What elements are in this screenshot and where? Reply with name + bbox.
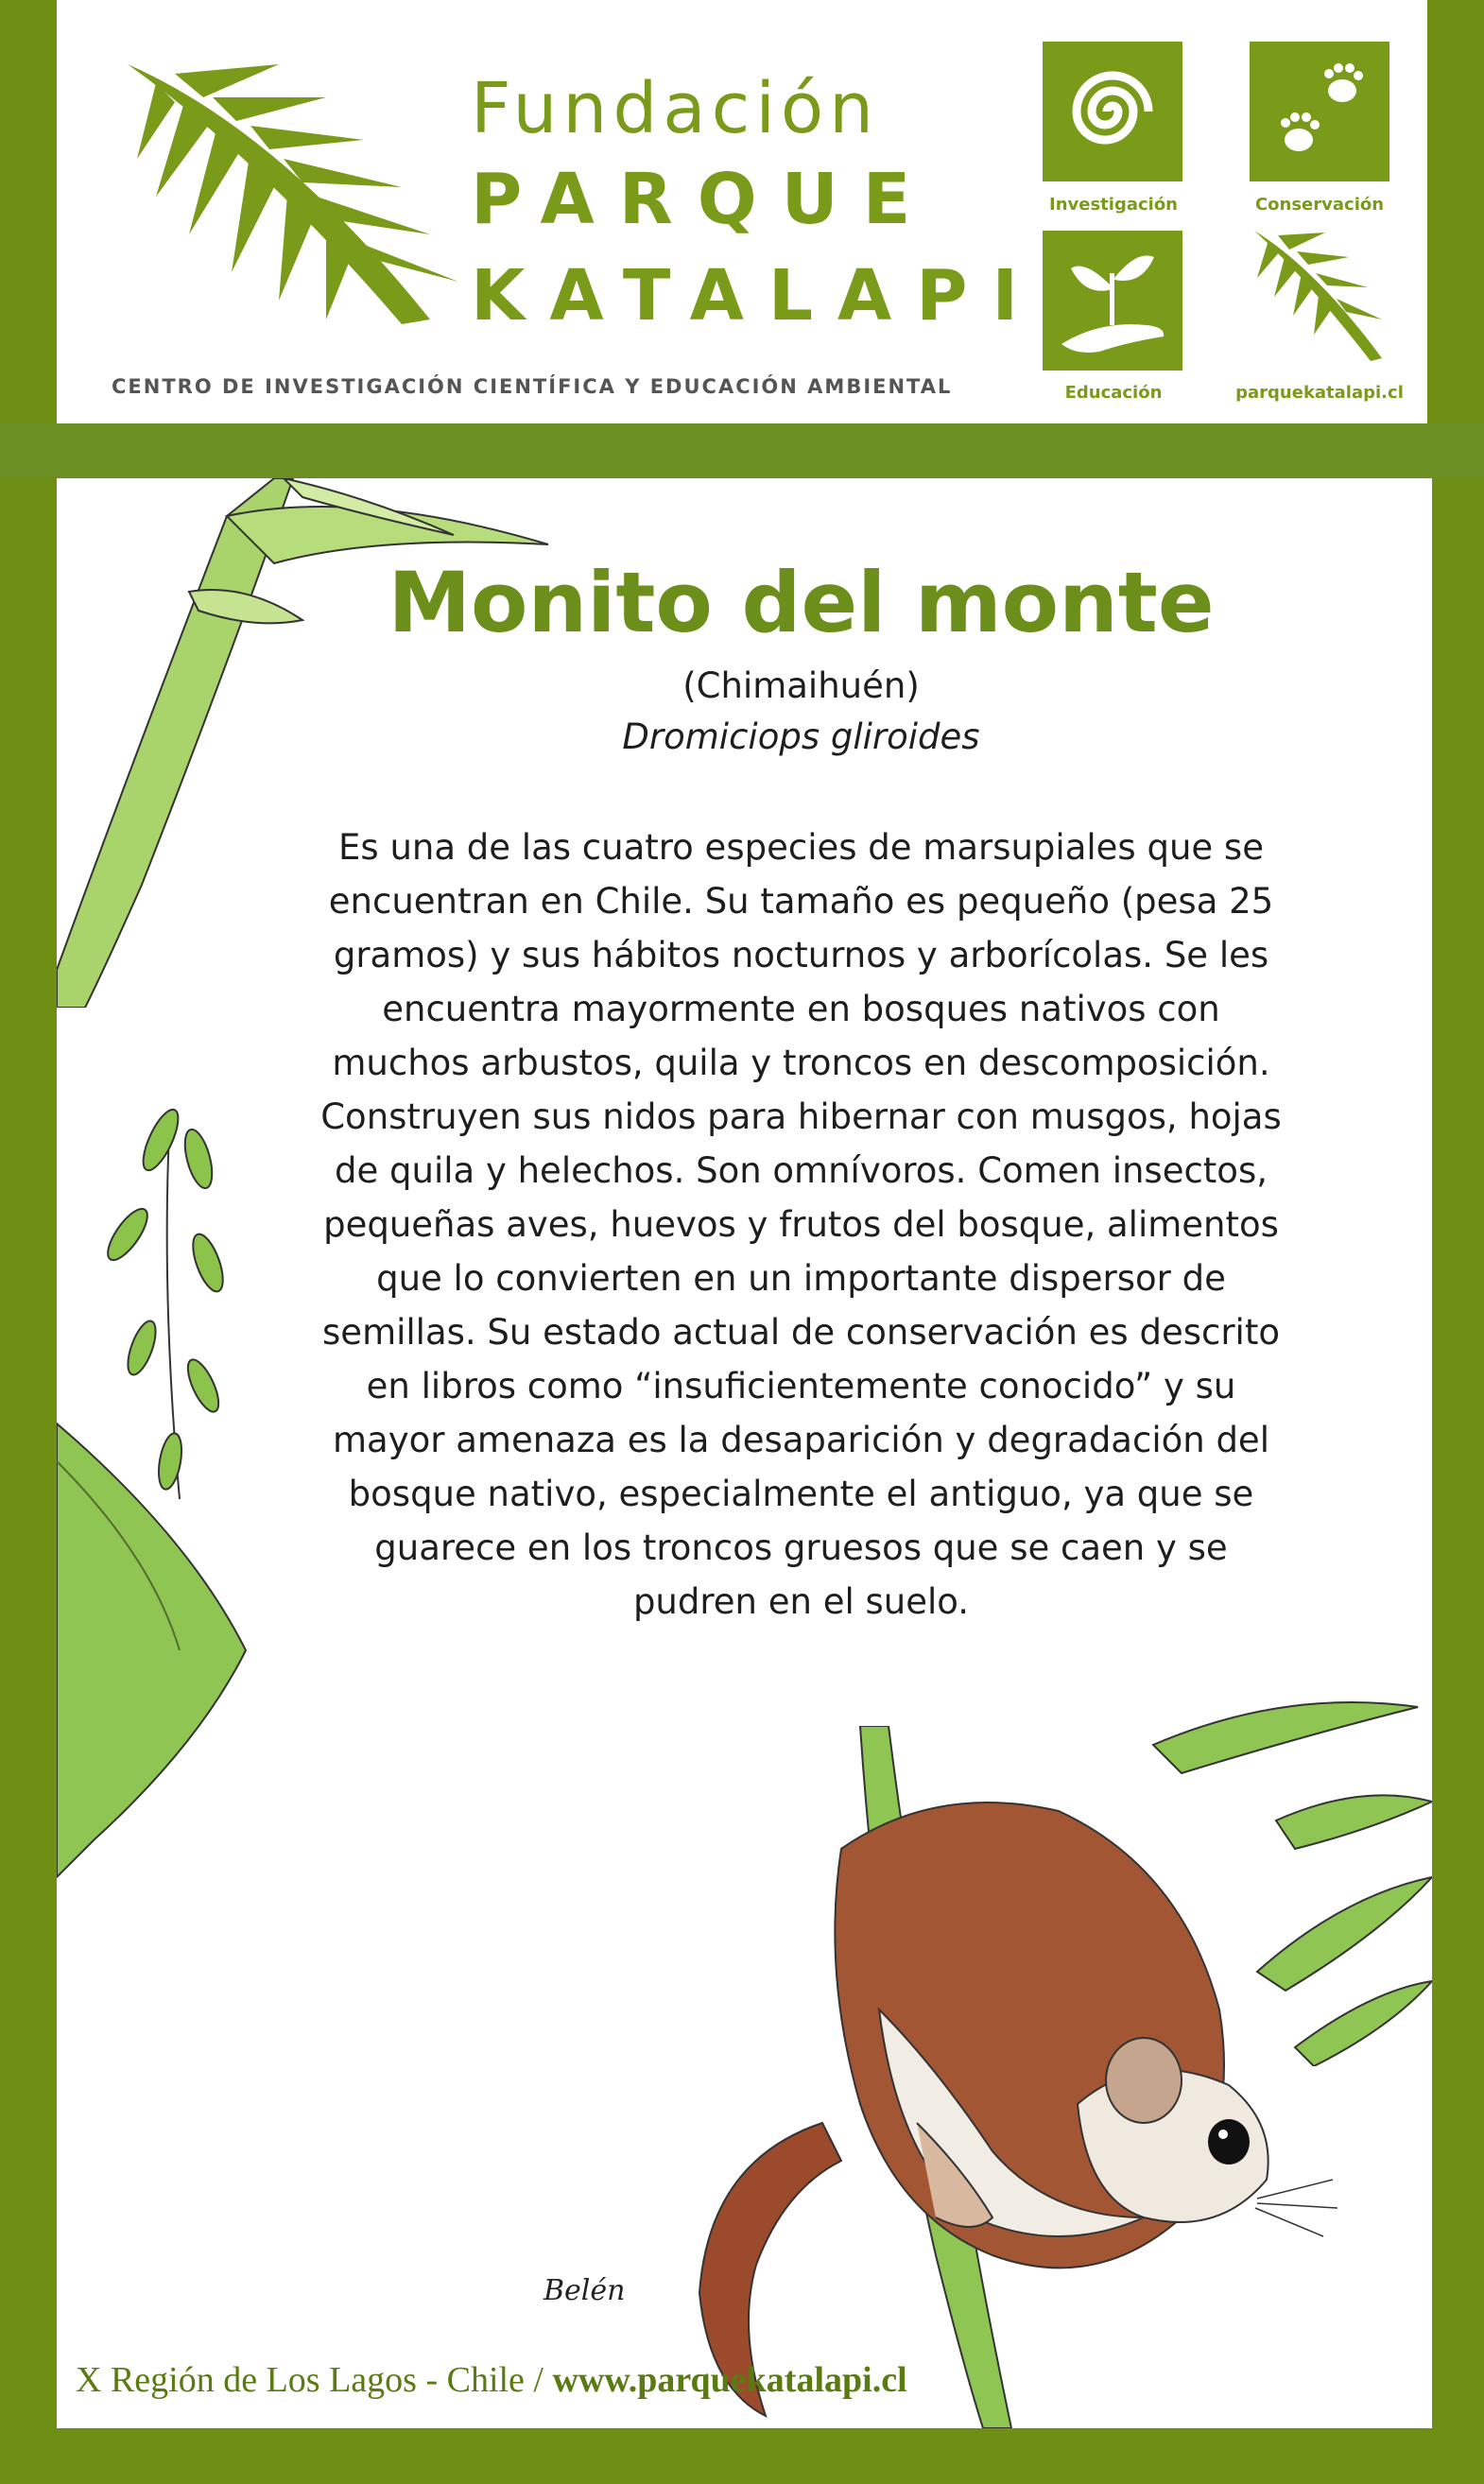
spiral-icon	[1043, 42, 1182, 181]
monito-del-monte-illustration	[652, 1726, 1361, 2428]
footer-website-link[interactable]: www.parquekatalapi.cl	[552, 2360, 907, 2400]
species-description: Es una de las cuatro especies de marsupiales que se encuentran en Chile. Su tamaño es pequeño (pesa 25 gramos) y sus hábitos nocturnos y arborícolas. Se les encuentra mayormente en bosques nativos con muchos arbustos, quila y troncos en descomposición. Construyen sus nidos para hibernar con musgos, hojas de quila y helechos. Son omnívoros. Comen insectos, pequeñas aves, huevos y frutos del bosque, alimentos que lo convierten en un importante dispersor de semillas. Su estado actual de conservación es descrito en libros como “insuficientemente conocido” y su mayor amenaza es la desaparición y degradación del bosque nativo, especialmente el antiguo, ya que se guarece en los troncos gruesos que se caen y se pudren en el suelo.	[320, 827, 1282, 1622]
tile-label-investigacion: Investigación	[1049, 195, 1178, 215]
footer-region: X Región de Los Lagos - Chile /	[76, 2360, 544, 2400]
brand-name-line3: KATALAPI	[471, 255, 1044, 336]
paw-prints-icon	[1250, 42, 1389, 181]
scientific-name: Dromiciops gliroides	[622, 716, 980, 757]
tagline: CENTRO DE INVESTIGACIÓN CIENTÍFICA Y EDUCACIÓN AMBIENTAL	[112, 375, 953, 398]
tile-label-educacion: Educación	[1064, 383, 1163, 403]
content-panel	[57, 478, 1432, 2428]
brand-name-line2: PARQUE	[471, 159, 936, 240]
brand-name-line1: Fundación	[471, 68, 880, 149]
fern-logo-icon	[118, 45, 487, 329]
artist-signature: Belén	[544, 2274, 626, 2307]
footer	[76, 2359, 907, 2401]
hand-plant-icon	[1043, 231, 1182, 371]
page-title: Monito del monte	[388, 554, 1215, 651]
common-name: (Chimaihuén)	[682, 665, 920, 706]
fern-leaf-icon	[1250, 221, 1389, 361]
bamboo-leaf-lower-left	[57, 1405, 302, 1896]
header	[57, 0, 1427, 423]
tile-label-website: parquekatalapi.cl	[1235, 383, 1404, 403]
header-divider-band	[0, 423, 1484, 478]
tile-label-conservacion: Conservación	[1254, 195, 1385, 215]
